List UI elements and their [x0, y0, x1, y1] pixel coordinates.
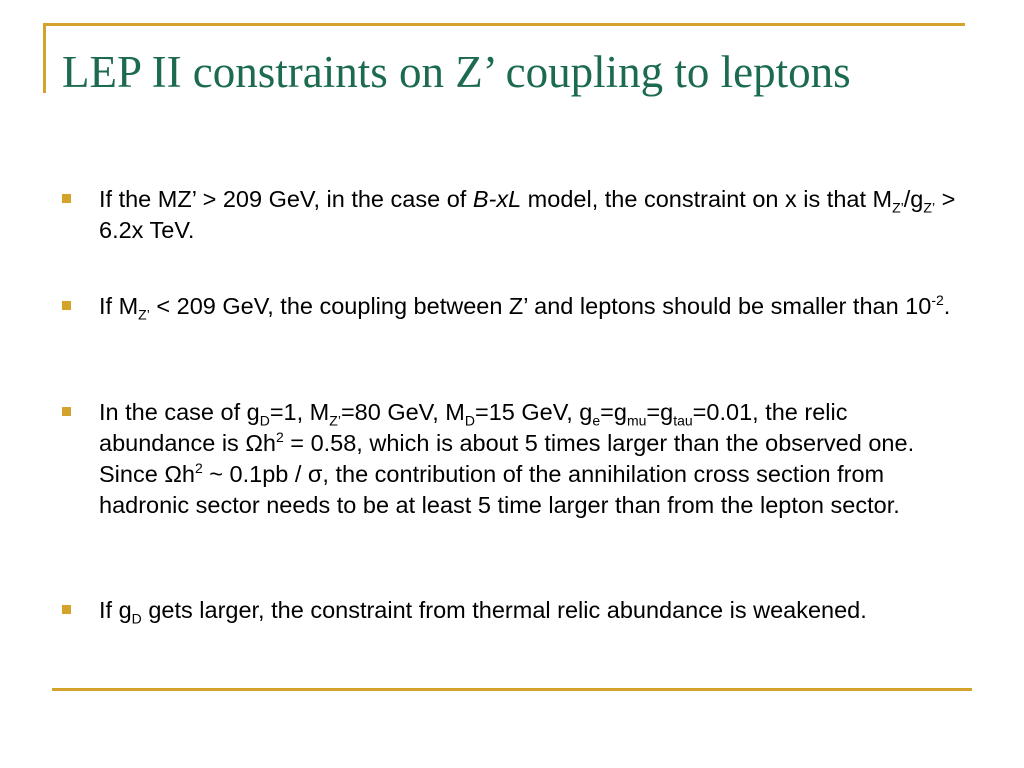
bullet-text	[99, 595, 959, 626]
text-run: If g	[99, 597, 132, 623]
superscript: 2	[194, 460, 203, 477]
square-bullet-icon	[62, 301, 71, 310]
text-run: =80 GeV, M	[340, 399, 465, 425]
subscript: Z’	[138, 306, 150, 323]
subscript: e	[592, 412, 601, 429]
left-rule	[43, 23, 46, 93]
slide-title: LEP II constraints on Z’ coupling to leptons	[62, 47, 851, 97]
bullet-text	[99, 291, 959, 322]
text-run: =g	[600, 399, 627, 425]
text-run: =1, M	[269, 399, 330, 425]
subscript: D	[464, 412, 475, 429]
text-run: In the case of g	[99, 399, 260, 425]
subscript: mu	[626, 412, 647, 429]
superscript: 2	[275, 429, 284, 446]
text-run: =15 GeV, g	[474, 399, 593, 425]
subscript: Z’	[892, 199, 904, 216]
text-run: .	[943, 293, 951, 319]
bullet-text	[99, 397, 959, 521]
square-bullet-icon	[62, 407, 71, 416]
text-run: If the MZ’ > 209 GeV, in the case of	[99, 186, 473, 212]
text-run: ~ 0.1pb / σ, the contribution of the annihilation cross section from hadronic sector needs to be at least 5 time larger than from the lepton sector.	[99, 461, 900, 518]
subscript: D	[259, 412, 270, 429]
text-run: gets larger, the constraint from thermal relic abundance is weakened.	[141, 597, 867, 623]
subscript: Z’	[329, 412, 341, 429]
text-run: = 0.58, which is about 5 times larger than the observed one. Since Ωh	[99, 430, 915, 487]
subscript: D	[131, 610, 142, 627]
text-run: =g	[646, 399, 674, 425]
bullet-text	[99, 184, 959, 246]
text-run: < 209 GeV, the coupling between Z’ and leptons should be smaller than 10	[149, 293, 932, 319]
subscript: Z’	[923, 199, 936, 216]
text-run: /g	[903, 186, 924, 212]
top-rule	[43, 23, 965, 26]
bottom-rule	[52, 688, 972, 691]
subscript: tau	[673, 412, 693, 429]
square-bullet-icon	[62, 605, 71, 614]
text-run: model, the constraint on x is that M	[521, 186, 893, 212]
text-run: =0.01, the relic abundance is Ωh	[99, 399, 848, 456]
text-run: If M	[99, 293, 139, 319]
italic-text: B-xL	[472, 186, 522, 212]
square-bullet-icon	[62, 194, 71, 203]
superscript: -2	[931, 292, 944, 309]
text-run: > 6.2x TeV.	[99, 186, 956, 243]
